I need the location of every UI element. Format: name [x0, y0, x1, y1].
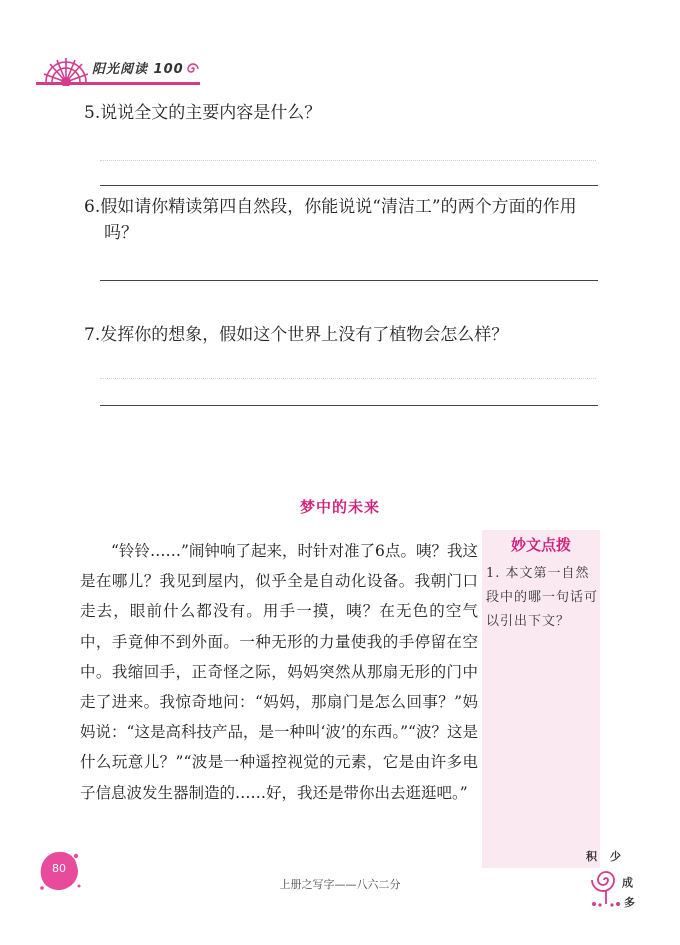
article-title: 梦中的未来 — [299, 498, 380, 516]
question-6-number: 6. — [84, 197, 101, 217]
answer-guide — [100, 160, 596, 161]
article-body — [80, 536, 478, 808]
question-6-continuation: 吗？ — [104, 223, 138, 243]
question-6 — [84, 194, 604, 246]
question-7-text: 发挥你的想象，假如这个世界上没有了植物会怎么样？ — [100, 325, 509, 345]
answer-line-7[interactable] — [100, 405, 598, 406]
spiral-flower-icon — [586, 858, 626, 908]
question-7 — [84, 322, 508, 348]
page-number: 80 — [52, 862, 66, 875]
question-5-text: 说说全文的主要内容是什么？ — [100, 103, 322, 123]
header-rule — [36, 82, 200, 85]
decor-char: 积 — [586, 850, 597, 863]
decor-char: 少 — [610, 850, 621, 863]
article-paragraph: “铃铃……”闹钟响了起来，时针对准了6点。咦？我这是在哪儿？我见到屋内，似乎全是自动化设备。我朝门口走去，眼前什么都没有。用手一摸，咦？在无色的空气中，手竟伸不到外面。一种无形的力量使我的手停留在空中。我缩回手，正奇怪之际，妈妈突然从那扇无形的门中走了进来。我惊奇地问：“妈妈，那扇门是怎么回事？”妈妈说：“这是高科技产品，是一种叫‘波’的东西。”“波？这是什么玩意儿？”“波是一种遥控视觉的元素，它是由许多电子信息波发生器制造的……好，我还是带你出去逛逛吧。” — [80, 542, 478, 802]
sunburst-logo-icon — [36, 52, 96, 86]
tip-title: 妙文点拨 — [510, 536, 571, 554]
decor-char: 成 — [622, 876, 633, 889]
question-6-text: 假如请你精读第四自然段，你能说说“清洁工”的两个方面的作用 — [100, 197, 577, 217]
answer-line-5[interactable] — [100, 185, 598, 186]
question-5-number: 5. — [84, 103, 101, 123]
tip-item: 1. 本文第一自然段中的哪一句话可以引出下文？ — [486, 566, 599, 629]
answer-line-6[interactable] — [100, 280, 598, 281]
answer-guide — [100, 378, 596, 379]
series-title: 阳光阅读 100 — [92, 62, 184, 77]
swirl-icon — [184, 62, 202, 76]
decor-char: 多 — [624, 896, 635, 909]
footer-caption: 上册之写字——八六二分 — [279, 878, 401, 891]
question-5 — [84, 100, 321, 126]
footer-decoration — [574, 846, 644, 914]
question-7-number: 7. — [84, 325, 101, 345]
